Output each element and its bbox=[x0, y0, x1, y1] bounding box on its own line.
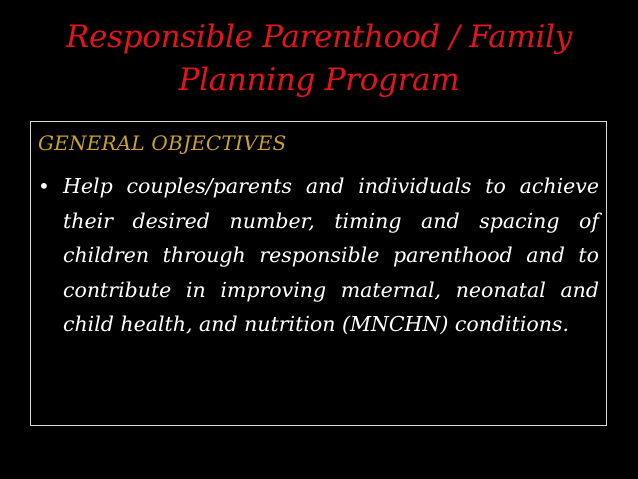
section-heading: GENERAL OBJECTIVES bbox=[38, 131, 287, 155]
slide-title-line-1: Responsible Parenthood / Family bbox=[66, 19, 572, 55]
objective-text: Help couples/parents and individuals to achieve their desired number, timing and spacing of children through responsible parenthood and to contribute in improving maternal, neonatal and child health, and nutrition (MNCHN) conditions. bbox=[63, 174, 599, 336]
slide-title-line-2: Planning Program bbox=[178, 62, 460, 98]
bullet-marker: • bbox=[38, 174, 50, 198]
slide-title bbox=[20, 16, 618, 102]
content-box bbox=[30, 121, 607, 426]
